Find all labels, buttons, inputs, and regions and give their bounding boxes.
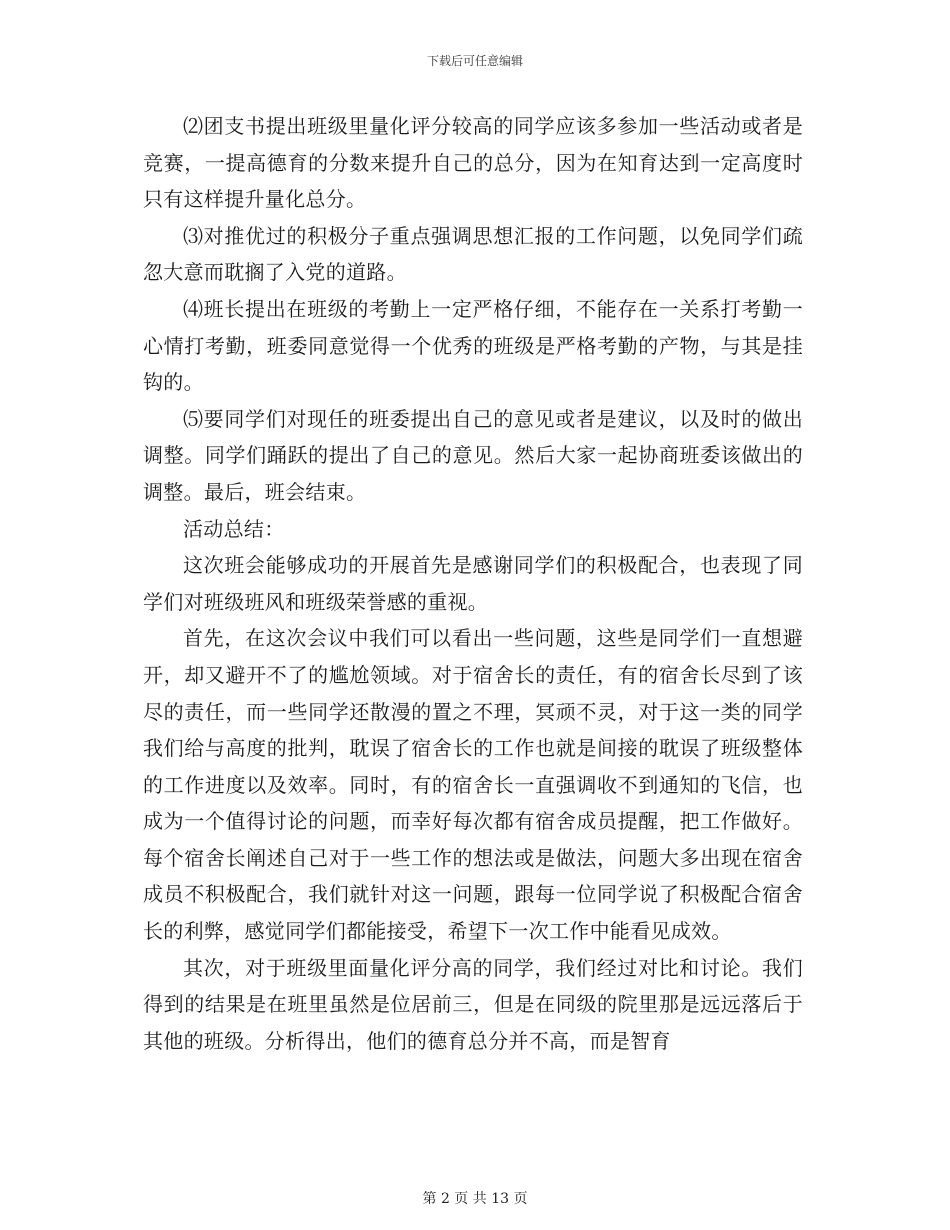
paragraph-first-point: 首先，在这次会议中我们可以看出一些问题，这些是同学们一直想避开，却又避开不了的尴尬领域。对于宿舍长的责任，有的宿舍长尽到了该尽的责任，而一些同学还散漫的置之不理，冥顽不灵，对于这一类的同学我们给与高度的批判，耽误了宿舍长的工作也就是间接的耽误了班级整体的工作进度以及效率。同时，有的宿舍长一直强调收不到通知的飞信，也成为一个值得讨论的问题，而幸好每次都有宿舍成员提醒，把工作做好。每个宿舍长阐述自己对于一些工作的想法或是做法，问题大多出现在宿舍成员不积极配合，我们就针对这一问题，跟每一位同学说了积极配合宿舍长的利弊，感觉同学们都能接受，希望下一次工作中能看见成效。 — [143, 626, 803, 944]
paragraph-summary-intro: 这次班会能够成功的开展首先是感谢同学们的积极配合，也表现了同学们对班级班风和班级荣誉感的重视。 — [143, 553, 803, 614]
paragraph-item-4: ⑷班长提出在班级的考勤上一定严格仔细，不能存在一关系打考勤一心情打考勤，班委同意觉得一个优秀的班级是严格考勤的产物，与其是挂钩的。 — [143, 296, 803, 395]
document-body — [143, 108, 803, 1059]
paragraph-item-5: ⑸要同学们对现任的班委提出自己的意见或者是建议，以及时的做出调整。同学们踊跃的提出了自己的意见。然后大家一起协商班委该做出的调整。最后，班会结束。 — [143, 406, 803, 504]
paragraph-second-point: 其次，对于班级里面量化评分高的同学，我们经过对比和讨论。我们得到的结果是在班里虽然是位居前三，但是在同级的院里那是远远落后于其他的班级。分析得出，他们的德育总分并不高，而是智育 — [143, 955, 803, 1053]
section-heading-summary: 活动总结： — [183, 516, 285, 541]
paragraph-item-3: ⑶对推优过的积极分子重点强调思想汇报的工作问题，以免同学们疏忽大意而耽搁了入党的道路。 — [143, 223, 803, 285]
paragraph-item-2: ⑵团支书提出班级里量化评分较高的同学应该多参加一些活动或者是竞赛，一提高德育的分数来提升自己的总分，因为在知育达到一定高度时只有这样提升量化总分。 — [143, 114, 803, 212]
page-header: 下载后可任意编辑 — [426, 54, 523, 68]
page-footer: 第 2 页 共 13 页 — [422, 1191, 528, 1207]
